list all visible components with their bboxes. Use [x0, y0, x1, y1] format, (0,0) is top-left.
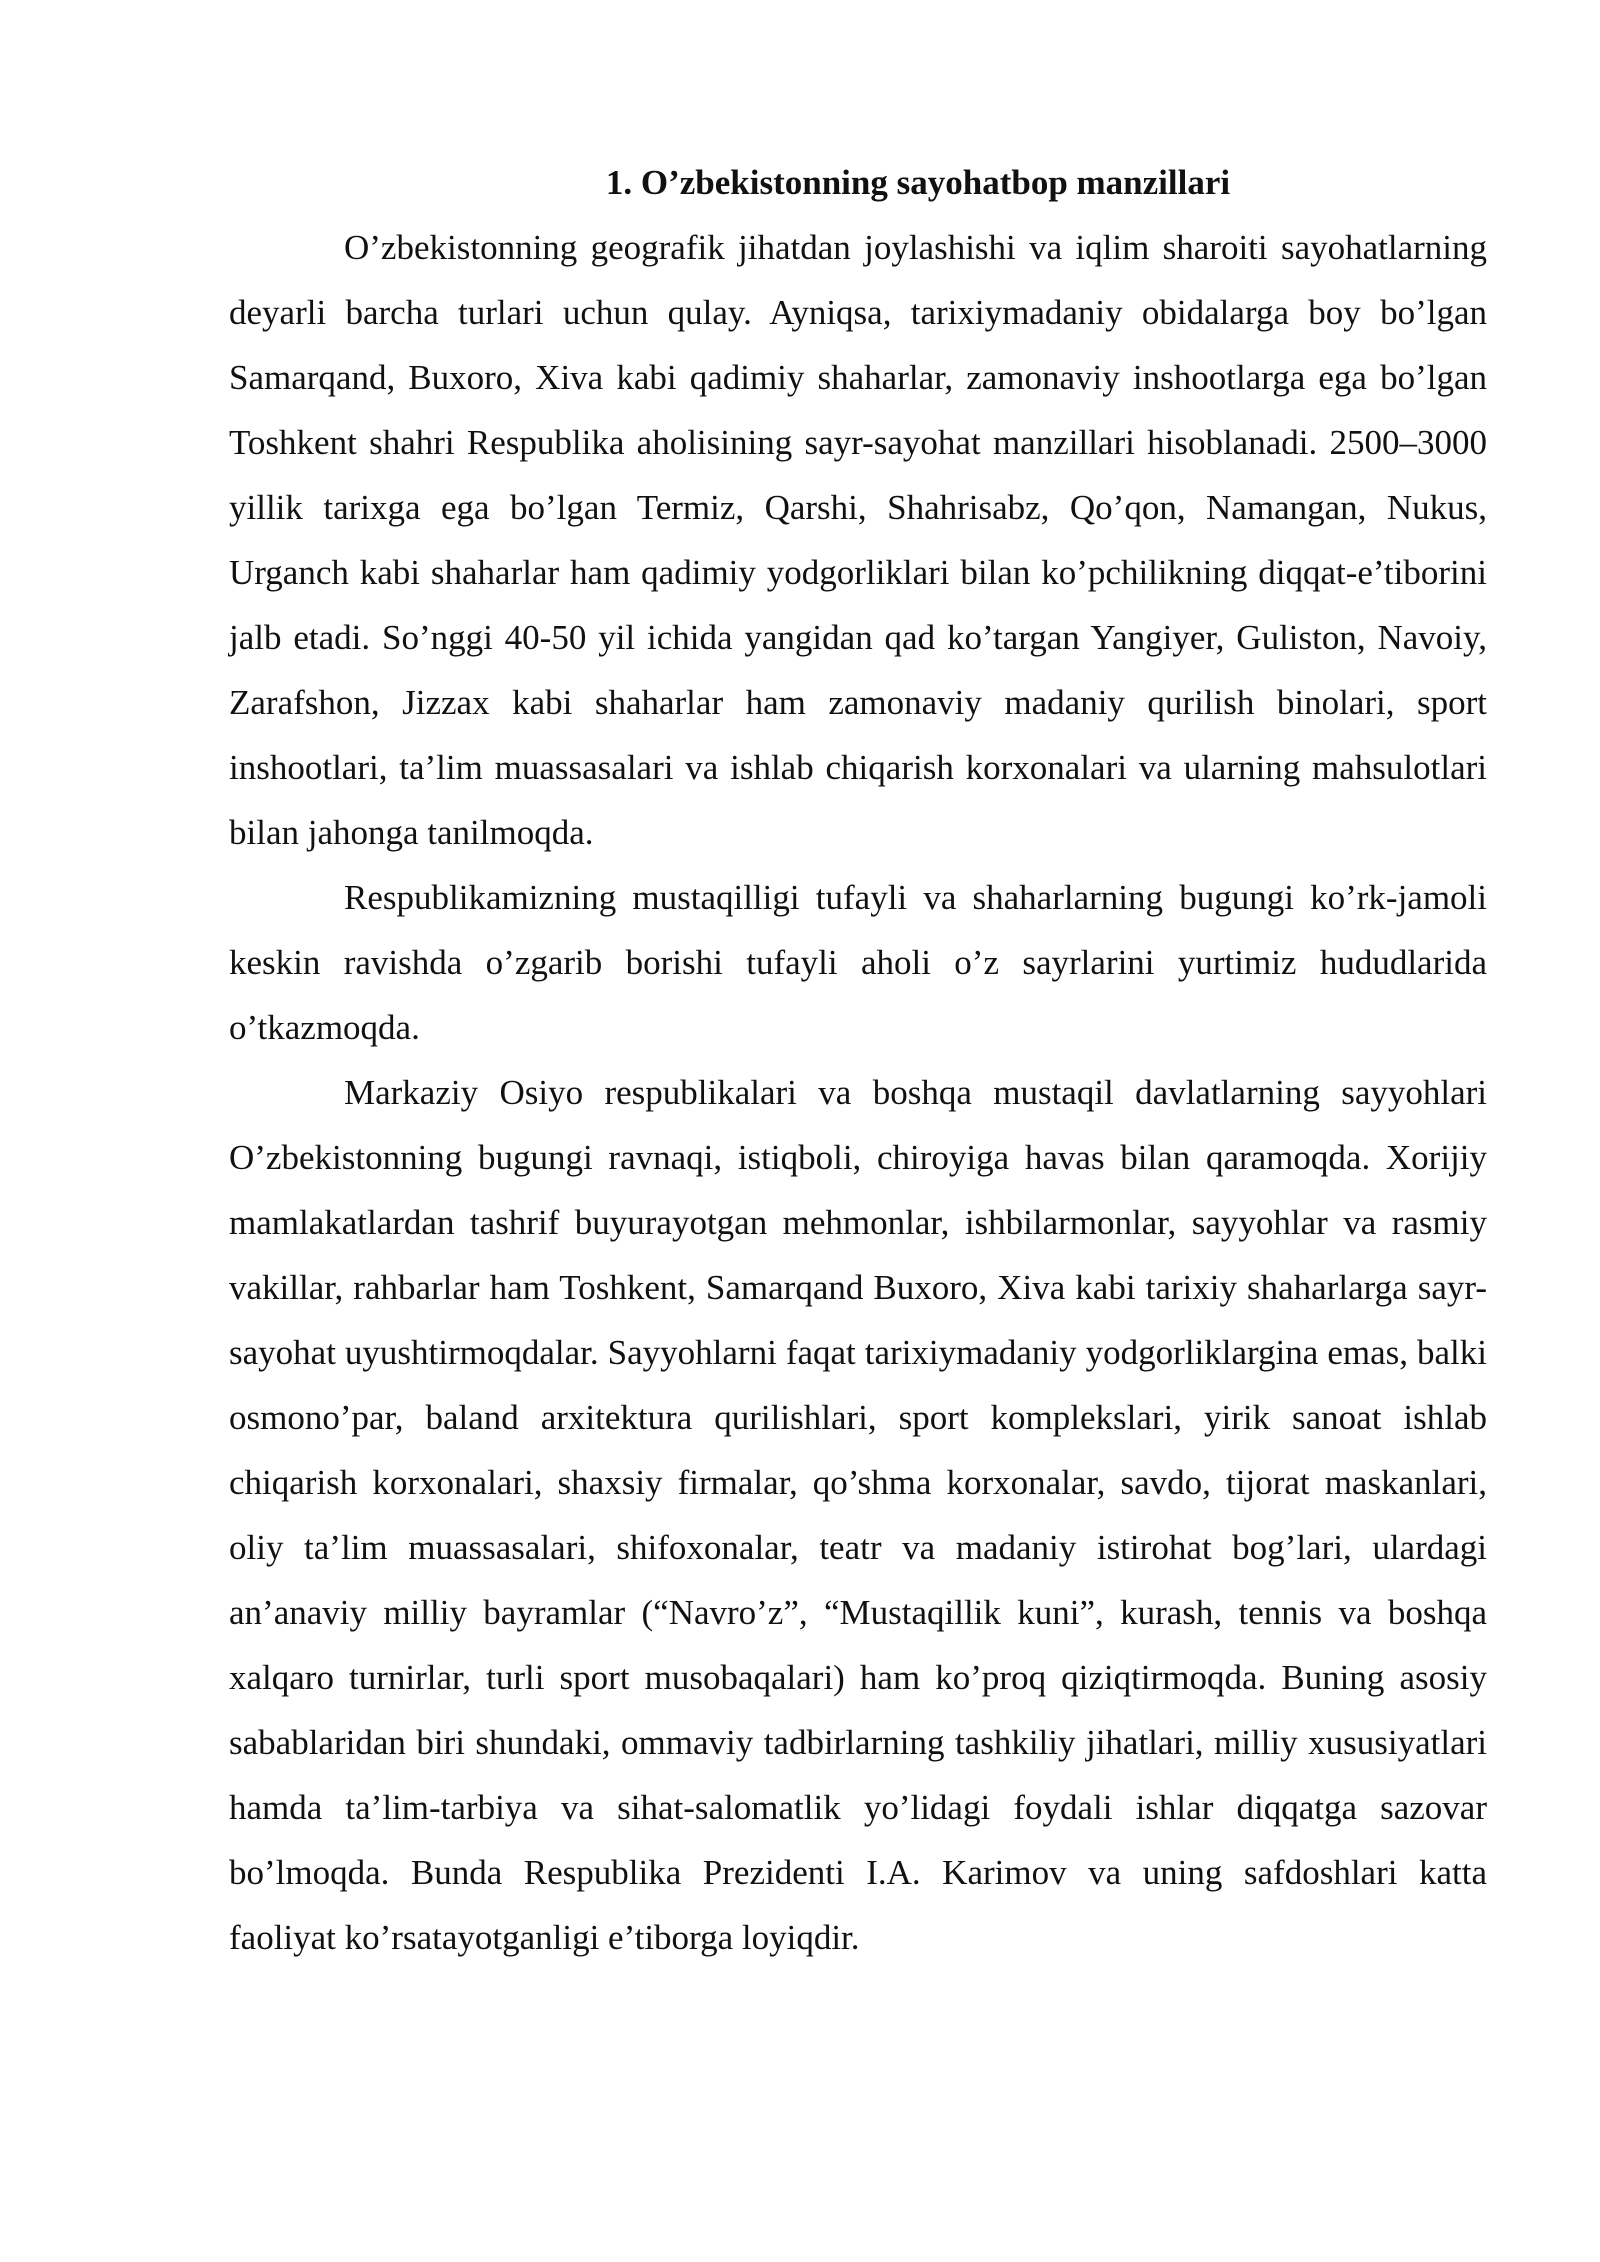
document-body	[229, 150, 1487, 1970]
paragraph-foreign-tourists: Markaziy Osiyo respublikalari va boshqa mustaqil davlatlarning sayyohlari O’zbekistonning bugungi ravnaqi, istiqboli, chiroyiga havas bilan qaramoqda. Xorijiy mamlakatlardan tashrif buyurayotgan mehmonlar, ishbilarmonlar, sayyohlar va rasmiy vakillar, rahbarlar ham Toshkent, Samarqand Buxoro, Xiva kabi tarixiy shaharlarga sayr-sayohat uyushtirmoqdalar. Sayyohlarni faqat tarixiymadaniy yodgorliklargina emas, balki osmono’par, baland arxitektura qurilishlari, sport komplekslari, yirik sanoat ishlab chiqarish korxonalari, shaxsiy firmalar, qo’shma korxonalar, savdo, tijorat maskanlari, oliy ta’lim muassasalari, shifoxonalar, teatr va madaniy istirohat bog’lari, ulardagi an’anaviy milliy bayramlar (“Navro’z”, “Mustaqillik kuni”, kurash, tennis va boshqa xalqaro turnirlar, turli sport musobaqalari) ham ko’proq qiziqtirmoqda. Buning asosiy sabablaridan biri shundaki, ommaviy tadbirlarning tashkiliy jihatlari, milliy xususiyatlari hamda ta’lim-tarbiya va sihat-salomatlik yo’lidagi foydali ishlar diqqatga sazovar bo’lmoqda. Bunda Respublika Prezidenti I.A. Karimov va uning safdoshlari katta faoliyat ko’rsatayotganligi e’tiborga loyiqdir.	[229, 1073, 1487, 1957]
paragraph-independence: Respublikamizning mustaqilligi tufayli va shaharlarning bugungi ko’rk-jamoli keskin ravishda o’zgarib borishi tufayli aholi o’z sayrlarini yurtimiz hududlarida o’tkazmoqda.	[229, 878, 1487, 1047]
paragraph-geography: O’zbekistonning geografik jihatdan joylashishi va iqlim sharoiti sayohatlarning deyarli barcha turlari uchun qulay. Ayniqsa, tarixiymadaniy obidalarga boy bo’lgan Samarqand, Buxoro, Xiva kabi qadimiy shaharlar, zamonaviy inshootlarga ega bo’lgan Toshkent shahri Respublika aholisining sayr-sayohat manzillari hisoblanadi. 2500–3000 yillik tarixga ega bo’lgan Termiz, Qarshi, Shahrisabz, Qo’qon, Namangan, Nukus, Urganch kabi shaharlar ham qadimiy yodgorliklari bilan ko’pchilikning diqqat-e’tiborini jalb etadi. So’nggi 40-50 yil ichida yangidan qad ko’targan Yangiyer, Guliston, Navoiy, Zarafshon, Jizzax kabi shaharlar ham zamonaviy madaniy qurilish binolari, sport inshootlari, ta’lim muassasalari va ishlab chiqarish korxonalari va ularning mahsulotlari bilan jahonga tanilmoqda.	[229, 228, 1487, 852]
section-heading: 1. O’zbekistonning sayohatbop manzillari	[605, 163, 1231, 202]
